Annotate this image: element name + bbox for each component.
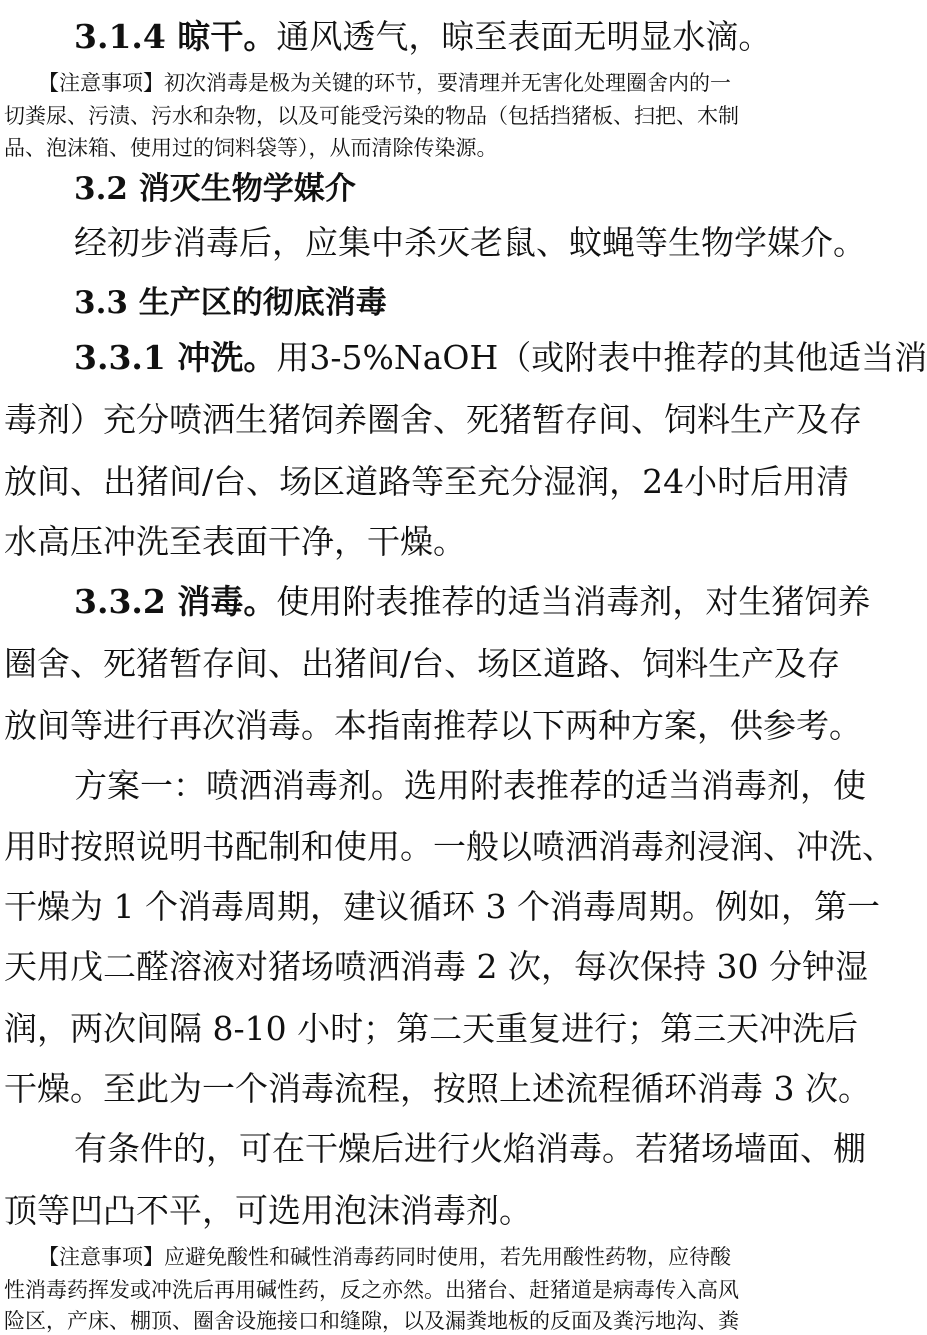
paragraph-line bbox=[0, 703, 862, 749]
paragraph-line bbox=[0, 14, 820, 60]
paragraph-text: 圈舍、死猪暂存间、出猪间/台、场区道路、饲料生产及存 bbox=[4, 644, 841, 683]
paragraph-text: 方案一：喷洒消毒剂。选用附表推荐的适当消毒剂，使 bbox=[74, 766, 866, 805]
subsection-number: 3.3.1 冲洗。 bbox=[74, 338, 277, 377]
paragraph-text: 使用附表推荐的适当消毒剂，对生猪饲养 bbox=[276, 582, 871, 621]
paragraph-line bbox=[0, 519, 820, 565]
paragraph-line bbox=[0, 824, 895, 870]
paragraph-text: 放间等进行再次消毒。本指南推荐以下两种方案，供参考。 bbox=[4, 706, 862, 745]
paragraph-line bbox=[0, 579, 871, 625]
paragraph-text: 用3-5%NaOH（或附表中推荐的其他适当消 bbox=[276, 338, 927, 377]
paragraph-line bbox=[0, 884, 880, 930]
subsection-number: 3.1.4 晾干。 bbox=[74, 17, 277, 56]
paragraph-line bbox=[0, 944, 868, 990]
note-line: 切粪尿、污渍、污水和杂物，以及可能受污染的物品（包括挡猪板、扫把、木制 bbox=[4, 104, 739, 128]
paragraph-text: 水高压冲洗至表面干净，干燥。 bbox=[4, 522, 466, 561]
paragraph-line bbox=[0, 397, 862, 443]
paragraph-text: 干燥为 1 个消毒周期，建议循环 3 个消毒周期。例如，第一 bbox=[4, 887, 880, 926]
paragraph-line bbox=[0, 763, 866, 809]
paragraph-line bbox=[0, 641, 841, 687]
paragraph-line bbox=[0, 1066, 871, 1112]
note-line: 【注意事项】应避免酸性和碱性消毒药同时使用，若先用酸性药物，应待酸 bbox=[38, 1245, 731, 1269]
paragraph-text: 天用戊二醛溶液对猪场喷洒消毒 2 次，每次保持 30 分钟湿 bbox=[4, 947, 868, 986]
paragraph-line bbox=[0, 220, 866, 266]
paragraph-text: 顶等凹凸不平，可选用泡沫消毒剂。 bbox=[4, 1191, 532, 1230]
note-line: 性消毒药挥发或冲洗后再用碱性药，反之亦然。出猪台、赶猪道是病毒传入高风 bbox=[4, 1278, 739, 1302]
paragraph-line bbox=[0, 459, 850, 505]
paragraph-text: 毒剂）充分喷洒生猪饲养圈舍、死猪暂存间、饲料生产及存 bbox=[4, 400, 862, 439]
paragraph-text: 用时按照说明书配制和使用。一般以喷洒消毒剂浸润、冲洗、 bbox=[4, 827, 895, 866]
note-line: 【注意事项】初次消毒是极为关键的环节，要清理并无害化处理圈舍内的一 bbox=[38, 71, 731, 95]
paragraph-text: 润，两次间隔 8-10 小时；第二天重复进行；第三天冲洗后 bbox=[4, 1009, 859, 1048]
paragraph-text: 经初步消毒后，应集中杀灭老鼠、蚊蝇等生物学媒介。 bbox=[74, 223, 866, 262]
paragraph-line bbox=[0, 1126, 866, 1172]
paragraph-text: 放间、出猪间/台、场区道路等至充分湿润，24小时后用清 bbox=[4, 462, 850, 501]
paragraph-text: 通风透气，晾至表面无明显水滴。 bbox=[276, 17, 772, 56]
subsection-number: 3.3.2 消毒。 bbox=[74, 582, 277, 621]
paragraph-line bbox=[0, 335, 927, 381]
section-heading: 3.3 生产区的彻底消毒 bbox=[74, 285, 387, 321]
paragraph-line bbox=[0, 1188, 820, 1234]
paragraph-line bbox=[0, 1006, 859, 1052]
section-heading: 3.2 消灭生物学媒介 bbox=[74, 171, 356, 207]
paragraph-text: 有条件的，可在干燥后进行火焰消毒。若猪场墙面、棚 bbox=[74, 1129, 866, 1168]
note-line: 品、泡沫箱、使用过的饲料袋等），从而清除传染源。 bbox=[4, 136, 498, 160]
note-line: 险区，产床、棚顶、圈舍设施接口和缝隙，以及漏粪地板的反面及粪污地沟、粪 bbox=[4, 1309, 739, 1333]
paragraph-text: 干燥。至此为一个消毒流程，按照上述流程循环消毒 3 次。 bbox=[4, 1069, 871, 1108]
